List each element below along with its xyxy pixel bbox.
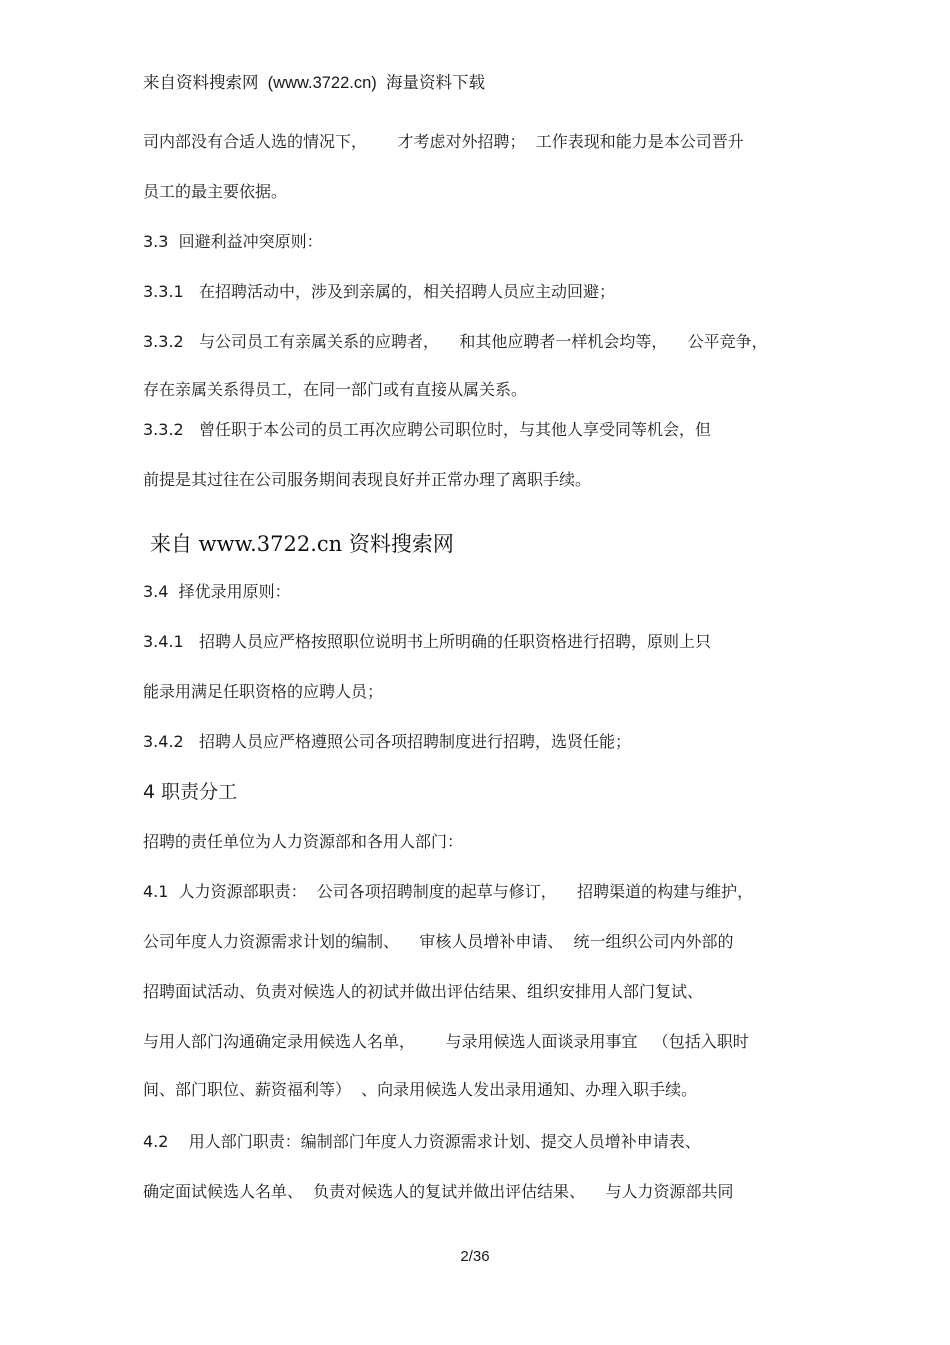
body-line: 3.3.2 曾任职于本公司的员工再次应聘公司职位时，与其他人享受同等机会，但: [143, 420, 711, 439]
body-line: 3.3.2 与公司员工有亲属关系的应聘者， 和其他应聘者一样机会均等， 公平竞争，: [143, 332, 768, 351]
page-number: 2/36: [460, 1248, 490, 1265]
body-line: 公司年度人力资源需求计划的编制、 审核人员增补申请、 统一组织公司内外部的: [143, 932, 734, 951]
body-line: 招聘的责任单位为人力资源部和各用人部门：: [143, 832, 464, 851]
section-4-heading: 4 职责分工: [143, 781, 238, 803]
page-header: 来自资料搜索网 (www.3722.cn) 海量资料下载: [143, 74, 485, 92]
body-line: 4.2 用人部门职责：编制部门年度人力资源需求计划、提交人员增补申请表、: [143, 1132, 701, 1151]
watermark-text: 来自 www.3722.cn 资料搜索网: [150, 532, 454, 556]
body-line: 3.4.2 招聘人员应严格遵照公司各项招聘制度进行招聘，选贤任能；: [143, 732, 631, 751]
body-line: 确定面试候选人名单、 负责对候选人的复试并做出评估结果、 与人力资源部共同: [143, 1182, 734, 1201]
body-line: 3.3.1 在招聘活动中，涉及到亲属的，相关招聘人员应主动回避；: [143, 282, 615, 301]
body-line: 招聘面试活动、负责对候选人的初试并做出评估结果、组织安排用人部门复试、: [143, 982, 704, 1001]
body-line: 4.1 人力资源部职责： 公司各项招聘制度的起草与修订， 招聘渠道的构建与维护，: [143, 882, 754, 901]
section-3-4-title: 3.4 择优录用原则：: [143, 582, 291, 601]
section-3-3-title: 3.3 回避利益冲突原则：: [143, 232, 323, 251]
body-line: 与用人部门沟通确定录用候选人名单， 与录用候选人面谈录用事宜 （包括入职时: [143, 1032, 749, 1051]
body-line: 3.4.1 招聘人员应严格按照职位说明书上所明确的任职资格进行招聘，原则上只: [143, 632, 711, 651]
body-line: 员工的最主要依据。: [143, 182, 288, 201]
body-line: 存在亲属关系得员工，在同一部门或有直接从属关系。: [143, 380, 528, 399]
body-line: 前提是其过往在公司服务期间表现良好并正常办理了离职手续。: [143, 470, 592, 489]
body-line: 间、部门职位、薪资福利等） 、向录用候选人发出录用通知、办理入职手续。: [143, 1080, 698, 1099]
body-line: 能录用满足任职资格的应聘人员；: [143, 682, 384, 701]
body-line: 司内部没有合适人选的情况下， 才考虑对外招聘； 工作表现和能力是本公司晋升: [143, 132, 744, 151]
